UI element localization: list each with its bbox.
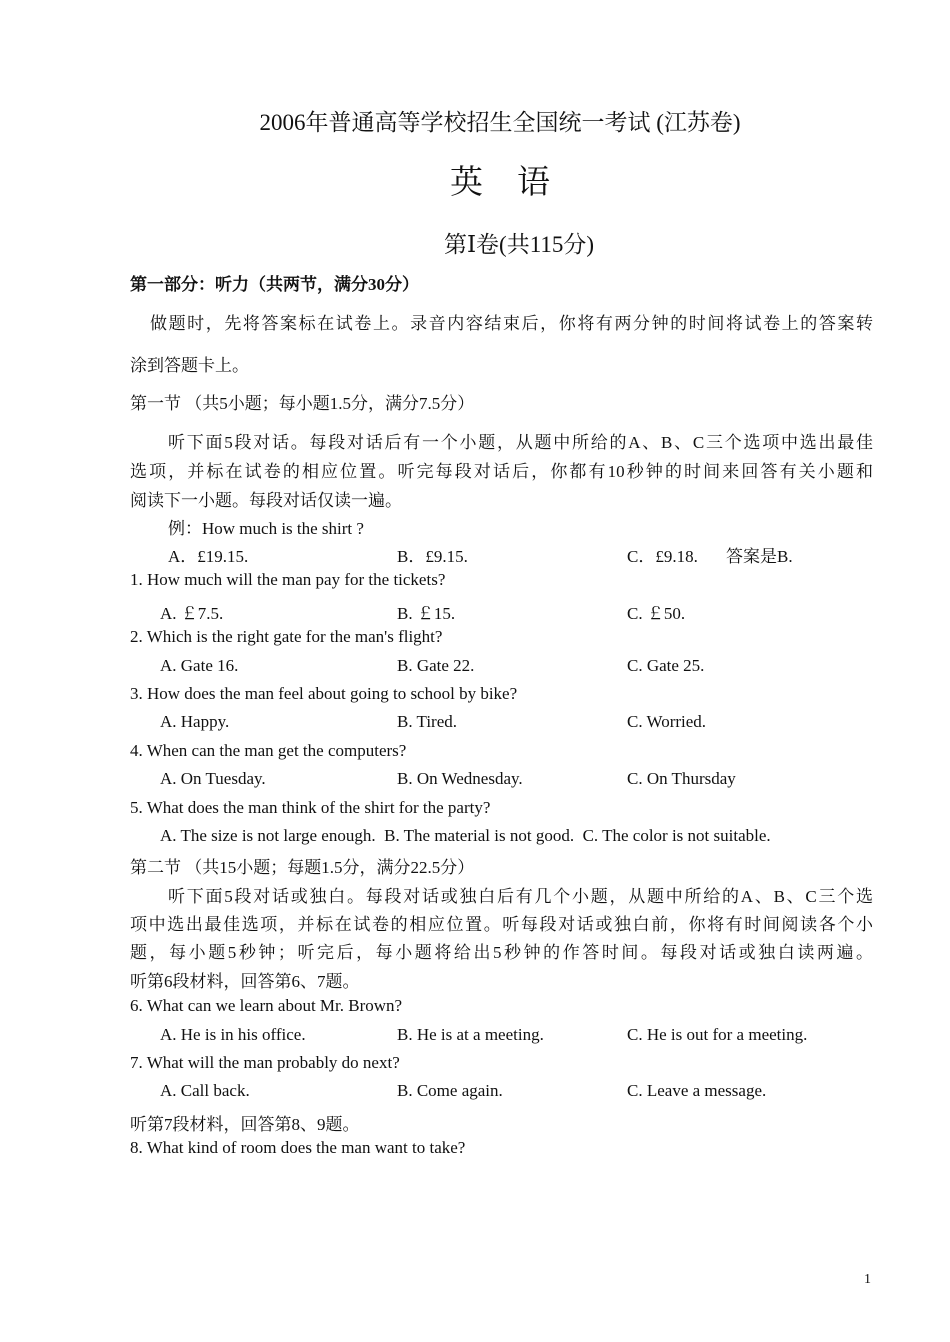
question-6-option-a: A. He is in his office. <box>160 1025 306 1044</box>
question-6: 6. What can we learn about Mr. Brown? <box>130 996 403 1015</box>
example-option-b: B．£9.15. <box>397 547 468 566</box>
question-7-option-b: B. Come again. <box>397 1081 503 1100</box>
question-1-option-b: B. ￡15. <box>397 604 456 623</box>
section2-instruction-line1: 听下面5段对话或独白。每段对话或独白后有几个小题，从题中所给的A、B、C三个选 <box>168 887 873 906</box>
question-2-option-a: A. Gate 16. <box>160 656 239 675</box>
example-option-c: C．£9.18. <box>627 547 698 566</box>
material-6-label: 听第6段材料，回答第6、7题。 <box>130 972 360 991</box>
question-1-option-a: A. ￡7.5. <box>160 604 224 623</box>
question-1: 1. How much will the man pay for the tickets? <box>130 570 446 589</box>
section2-instruction-line3: 题，每小题5秒钟；听完后，每小题将给出5秒钟的作答时间。每段对话或独白读两遍。 <box>130 943 873 962</box>
section2-instruction-line2: 项中选出最佳选项，并标在试卷的相应位置。听每段对话或独白前，你将有时间阅读各个小 <box>130 915 873 934</box>
question-6-option-b: B. He is at a meeting. <box>397 1025 544 1044</box>
question-2: 2. Which is the right gate for the man's flight? <box>130 627 443 646</box>
question-5-options: A. The size is not large enough. B. The material is not good. C. The color is not suitable. <box>160 826 771 845</box>
question-8: 8. What kind of room does the man want to take? <box>130 1138 466 1157</box>
question-2-option-c: C. Gate 25. <box>627 656 705 675</box>
material-7-label: 听第7段材料，回答第8、9题。 <box>130 1115 360 1134</box>
subject-title: 英语 <box>450 165 584 201</box>
question-3-option-a: A. Happy. <box>160 712 230 731</box>
section1-instruction-line1: 听下面5段对话。每段对话后有一个小题，从题中所给的A、B、C三个选项中选出最佳 <box>168 433 873 452</box>
question-7-option-a: A. Call back. <box>160 1081 250 1100</box>
question-5: 5. What does the man think of the shirt for the party? <box>130 798 491 817</box>
section1-instruction-line3: 阅读下一小题。每段对话仅读一遍。 <box>130 491 402 510</box>
section1-instruction-line2: 选项，并标在试卷的相应位置。听完每段对话后，你都有10秒钟的时间来回答有关小题和 <box>130 462 873 481</box>
question-1-option-c: C. ￡50. <box>627 604 686 623</box>
part1-instruction-line2: 涂到答题卡上。 <box>130 356 249 375</box>
section2-heading: 第二节 （共15小题；每题1.5分，满分22.5分） <box>130 858 475 877</box>
question-4-option-c: C. On Thursday <box>627 769 736 788</box>
part1-heading: 第一部分：听力（共两节，满分30分） <box>130 275 419 294</box>
example-option-a: A．£19.15. <box>168 547 249 566</box>
part1-instruction-line1: 做题时，先将答案标在试卷上。录音内容结束后，你将有两分钟的时间将试卷上的答案转 <box>150 314 873 333</box>
question-6-option-c: C. He is out for a meeting. <box>627 1025 808 1044</box>
exam-title: 2006年普通高等学校招生全国统一考试 (江苏卷) <box>259 110 741 135</box>
volume-title: 第Ⅰ卷(共115分) <box>443 232 595 257</box>
section1-heading: 第一节 （共5小题；每小题1.5分，满分7.5分） <box>130 394 475 413</box>
question-2-option-b: B. Gate 22. <box>397 656 475 675</box>
example-answer: 答案是B. <box>726 547 793 566</box>
question-3-option-b: B. Tired. <box>397 712 457 731</box>
example-question: 例：How much is the shirt ? <box>168 519 364 538</box>
question-4-option-b: B. On Wednesday. <box>397 769 523 788</box>
question-3: 3. How does the man feel about going to school by bike? <box>130 684 518 703</box>
page-number: 1 <box>864 1272 871 1287</box>
question-4: 4. When can the man get the computers? <box>130 741 407 760</box>
question-4-option-a: A. On Tuesday. <box>160 769 266 788</box>
question-7: 7. What will the man probably do next? <box>130 1053 400 1072</box>
question-3-option-c: C. Worried. <box>627 712 707 731</box>
question-7-option-c: C. Leave a message. <box>627 1081 767 1100</box>
